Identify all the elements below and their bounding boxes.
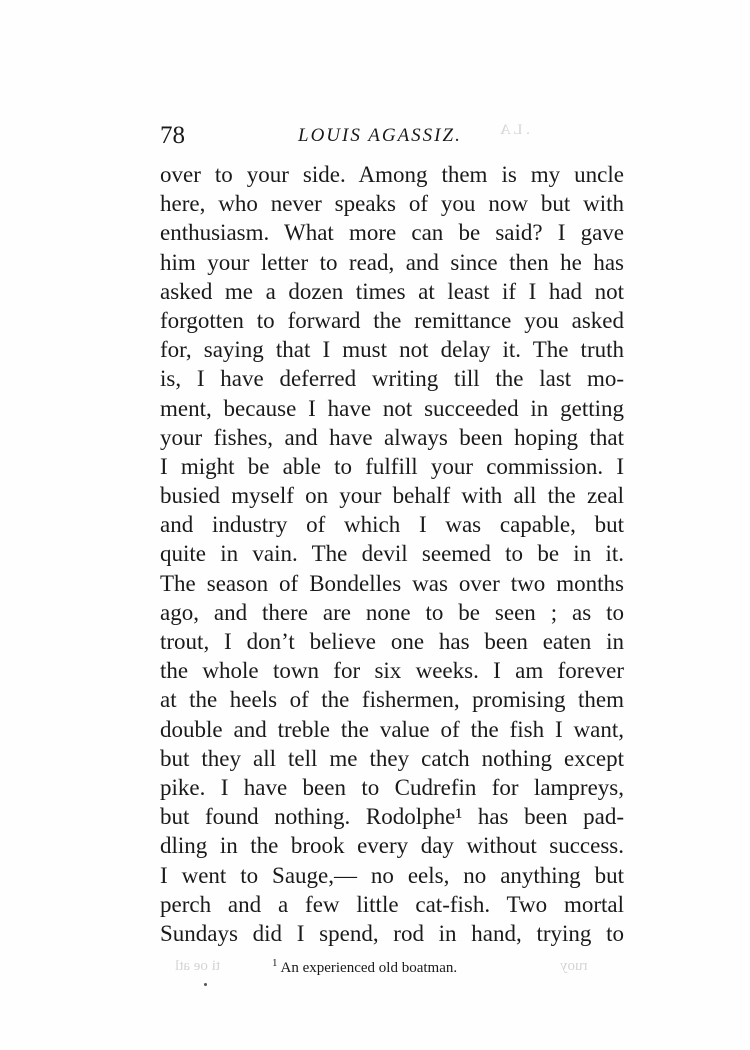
show-through-top: . L A [500, 122, 530, 138]
text-line: double and treble the value of the fish I want, [160, 716, 624, 742]
footnote [272, 957, 457, 979]
text-line: I went to Sauge,— no eels, no anything but [160, 862, 624, 888]
text-line: for, saying that I must not delay it. The truth [160, 337, 624, 363]
show-through-right: ruoy [560, 958, 588, 974]
text-line: but they all tell me they catch nothing except [160, 745, 624, 771]
ink-speck [204, 983, 207, 986]
text-line: at the heels of the fishermen, promising them [160, 687, 624, 713]
text-line: here, who never speaks of you now but with [160, 191, 624, 217]
text-line: pike. I have been to Cudrefin for lampreys, [160, 774, 624, 800]
text-line: and industry of which I was capable, but [160, 512, 624, 538]
text-line: The season of Bondelles was over two months [160, 570, 624, 596]
footnote-marker: 1 [272, 957, 278, 969]
text-line: the whole town for six weeks. I am forever [160, 658, 624, 684]
text-line: over to your side. Among them is my uncle [160, 162, 624, 187]
text-line: busied myself on your behalf with all the zeal [160, 483, 624, 509]
text-line: trout, I don’t believe one has been eaten in [160, 629, 624, 654]
text-line: Sundays did I spend, rod in hand, trying to [160, 920, 624, 946]
text-line: your fishes, and have always been hoping that [160, 424, 624, 450]
text-line: forgotten to forward the remittance you asked [160, 307, 624, 333]
page-header [160, 118, 624, 154]
text-line: ment, because I have not succeeded in getting [160, 395, 624, 421]
text-line: I might be able to fulfill your commission. I [160, 453, 624, 479]
text-line: ago, and there are none to be seen ; as to [160, 599, 624, 625]
text-line: enthusiasm. What more can be said? I gave [160, 220, 624, 246]
text-line: dling in the brook every day without success. [160, 833, 624, 859]
text-line: asked me a dozen times at least if I had not [160, 278, 624, 304]
show-through-left: ti oe atl [175, 958, 220, 974]
text-line: but found nothing. Rodolphe¹ has been pad- [160, 804, 624, 830]
text-line: quite in vain. The devil seemed to be in it. [160, 541, 624, 567]
text-line: him your letter to read, and since then he has [160, 249, 624, 275]
footnote-text: An experienced old boatman. [280, 960, 458, 976]
page-number: 78 [160, 122, 185, 149]
body-text [160, 160, 624, 948]
running-head: LOUIS AGASSIZ. [298, 125, 462, 146]
text-line: perch and a few little cat-fish. Two mortal [160, 891, 624, 917]
text-line: is, I have deferred writing till the last mo- [160, 366, 624, 392]
